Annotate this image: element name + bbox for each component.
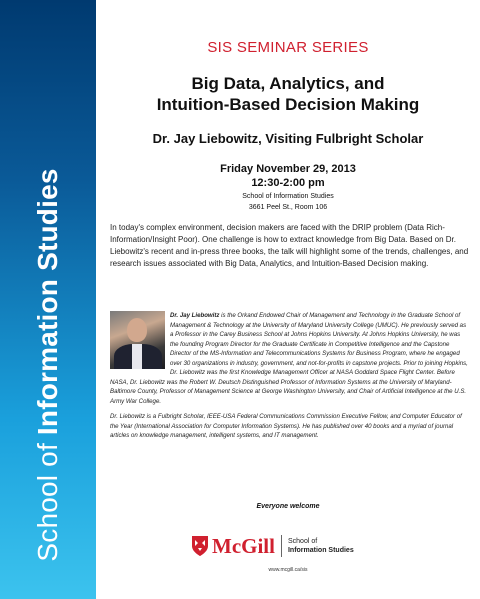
welcome-note: Everyone welcome <box>256 503 320 510</box>
speaker-name: Dr. Jay Liebowitz, Visiting Fulbright Scholar <box>152 131 424 146</box>
sidebar-title: School of Information Studies <box>32 168 63 562</box>
talk-title-line2: Intuition-Based Decision Making <box>156 95 420 114</box>
mcgill-wordmark: McGill <box>212 533 275 558</box>
bio-paragraph-2: Dr. Liebowitz is a Fulbright Scholar, IEEE-USA Federal Communications Commission Executive Fellow, and Computer Educator of the Year (International Association for Computer Information Systems). He has published over 40 books and a myriad of journal articles on knowledge management, intelligent systems, and IT management. <box>110 413 462 439</box>
bio-paragraph-1: Dr. Jay Liebowitz is the Orkand Endowed Chair of Management and Technology in the Graduate School of Management & Technology at the University of Maryland University College (UMUC). He previously served as a Professor in the Carey Business School at Johns Hopkins University. At Johns Hopkins University, he was the founding Program Director for the Graduate Certificate in Competitive Intelligence and the Capstone Director of the MS-Information and Telecommunications Systems for Business Program, where he engaged over 30 organizations in industry, government, and not-for-profits in capstone projects. Prior to joining Hopkins, Dr. Liebowitz was the first Knowledge Management Officer at NASA Goddard Space Flight Center. Before NASA, Dr. Liebowitz was the Robert W. Deutsch Distinguished Professor of Information Systems at the University of Maryland-Baltimore County, Professor of Management Science at George Washington University, and Chair of Artificial Intelligence at the U.S. Army War College. <box>110 312 468 405</box>
event-date: Friday November 29, 2013 <box>220 163 356 175</box>
speaker-photo <box>110 311 165 369</box>
event-venue <box>96 191 480 213</box>
speaker-bio <box>110 311 470 441</box>
bio-name: Dr. Jay Liebowitz <box>170 312 220 319</box>
poster-content <box>96 0 480 599</box>
venue-line2: 3661 Peel St., Room 106 <box>248 204 328 211</box>
event-datetime <box>96 162 480 190</box>
series-title: SIS SEMINAR SERIES <box>207 39 369 56</box>
mcgill-crest-icon <box>191 535 209 557</box>
sidebar-banner <box>0 0 96 599</box>
talk-abstract: In today's complex environment, decision makers are faced with the DRIP problem (Data Rich-Information/Insight Poor). One challenge is how to extract knowledge from Big Data. Based on Dr. Liebowitz's recent and in-press three books, the talk will highlight some of the trends, challenges, and research issues associated with Big Data, Analytics, and Intuition-Based Decision making. <box>110 223 469 268</box>
talk-title <box>96 73 480 115</box>
logo-divider <box>281 535 282 557</box>
venue-line1: School of Information Studies <box>242 193 334 200</box>
school-name: School of Information Studies <box>287 538 354 554</box>
mcgill-logo <box>191 533 354 559</box>
website-link[interactable]: www.mcgill.ca/sis <box>268 567 308 573</box>
event-time: 12:30-2:00 pm <box>251 177 325 189</box>
talk-title-line1: Big Data, Analytics, and <box>191 74 385 93</box>
